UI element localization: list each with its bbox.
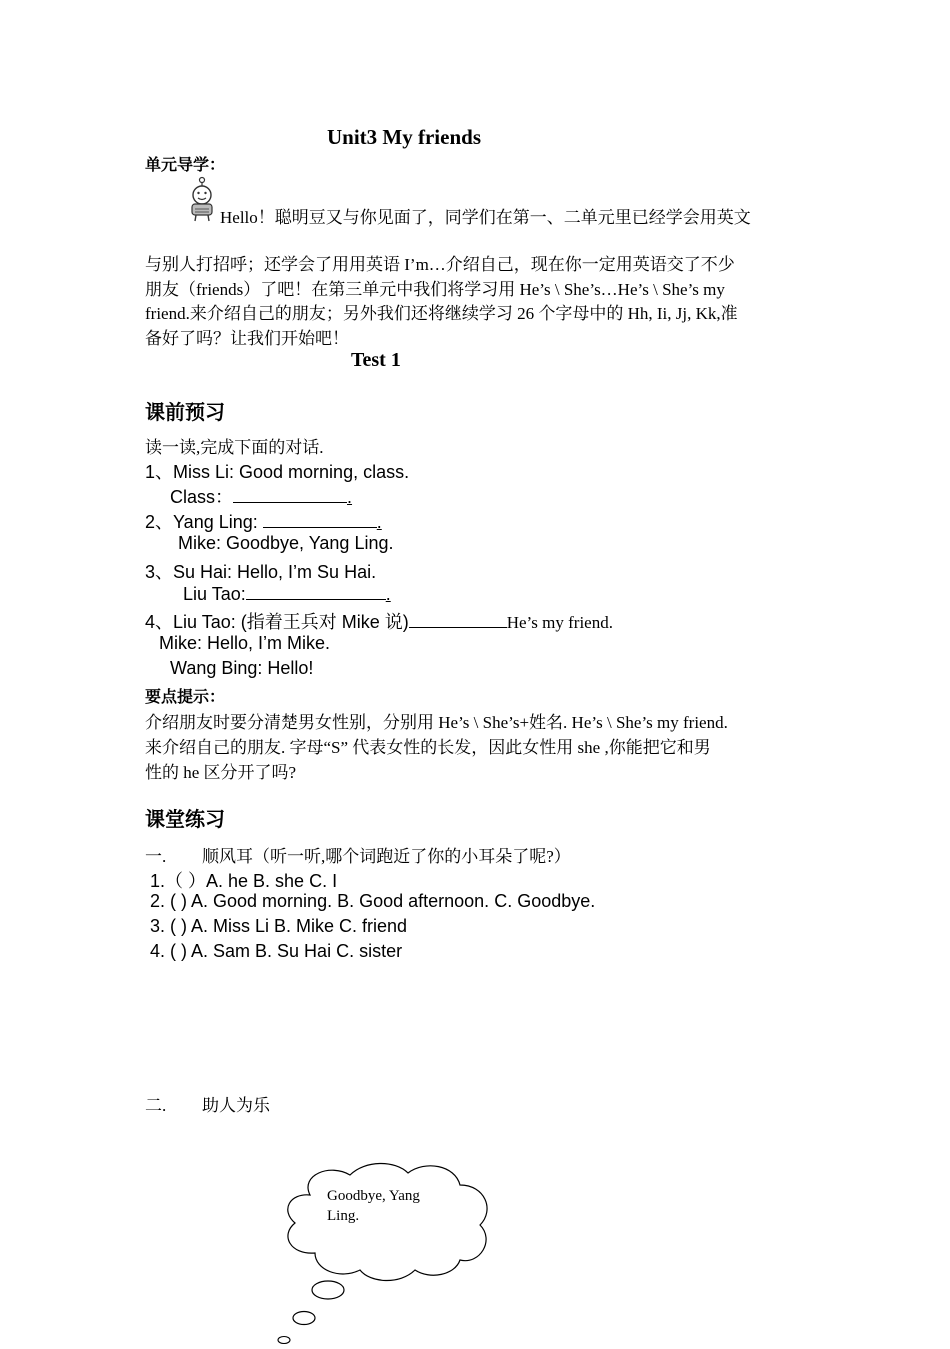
part-1-title: 顺风耳（听一听,哪个词跑近了你的小耳朵了呢?） xyxy=(202,847,571,866)
listening-item-2[interactable]: 2. ( ) A. Good morning. B. Good afternoon. C. Goodbye. xyxy=(150,891,596,911)
thought-bubble xyxy=(270,1155,500,1344)
dialog-2-speaker: 2、Yang Ling: xyxy=(145,512,263,532)
guide-line-3: 朋友（friends）了吧！在第三单元中我们将学习用 He’s \ She’s…He’s \ She’s my xyxy=(145,280,725,299)
dialog-2-line-b: Mike: Goodbye, Yang Ling. xyxy=(178,533,394,553)
tips-line-3: 性的 he 区分开了吗? xyxy=(145,763,297,782)
answer-blank-1[interactable] xyxy=(233,486,347,503)
listening-item-4[interactable]: 4. ( ) A. Sam B. Su Hai C. sister xyxy=(150,941,403,961)
dialog-1-speaker: Class： xyxy=(170,487,234,507)
answer-blank-4[interactable] xyxy=(409,611,507,628)
dialog-2-period: . xyxy=(376,512,382,532)
listening-item-1[interactable]: 1.（ ）A. he B. she C. I xyxy=(150,871,338,891)
bubble-text-line-1: Goodbye, Yang xyxy=(327,1188,420,1204)
guide-line-4: friend.来介绍自己的朋友；另外我们还将继续学习 26 个字母中的 Hh, Ii, Jj, Kk,准 xyxy=(145,304,738,323)
part-1-number: 一. xyxy=(145,847,167,866)
preview-heading: 课前预习 xyxy=(145,400,225,424)
practice-heading: 课堂练习 xyxy=(145,807,225,831)
dialog-1-period: . xyxy=(347,487,353,507)
bubble-text-line-2: Ling. xyxy=(327,1208,360,1224)
mascot-bean-icon xyxy=(187,176,217,222)
tips-line-1: 介绍朋友时要分清楚男女性别，分别用 He’s \ She’s+姓名. He’s \ She’s my friend. xyxy=(145,713,728,732)
dialog-1-line-b xyxy=(170,483,352,509)
answer-blank-3[interactable] xyxy=(246,583,386,600)
guide-label: 单元导学： xyxy=(145,157,226,174)
answer-blank-2[interactable] xyxy=(263,511,377,528)
dialog-1-line-a: 1、Miss Li: Good morning, class. xyxy=(145,462,410,482)
part-2-number: 二. xyxy=(145,1096,167,1115)
tips-label: 要点提示： xyxy=(145,689,226,706)
guide-line-5: 备好了吗？让我们开始吧！ xyxy=(145,329,349,348)
dialog-3-line-a: 3、Su Hai: Hello, I’m Su Hai. xyxy=(145,562,377,582)
dialog-4-line-a xyxy=(145,608,613,634)
dialog-3-period: . xyxy=(385,584,391,604)
listening-item-3[interactable]: 3. ( ) A. Miss Li B. Mike C. friend xyxy=(150,916,408,936)
unit-title: Unit3 My friends xyxy=(327,125,481,149)
dialog-4-line-c: Wang Bing: Hello! xyxy=(170,658,314,678)
tips-line-2: 来介绍自己的朋友. 字母“S” 代表女性的长发，因此女性用 she ,你能把它和男 xyxy=(145,738,711,757)
test-title: Test 1 xyxy=(351,349,401,371)
dialog-4-speaker: 4、Liu Tao: (指着王兵对 Mike 说) xyxy=(145,612,409,632)
dialog-2-line-a xyxy=(145,508,382,534)
guide-line-2: 与别人打招呼；还学会了用用英语 I’m…介绍自己，现在你一定用英语交了不少 xyxy=(145,255,735,274)
dialog-4-answer-tail: He’s my friend. xyxy=(506,613,613,632)
dialog-3-line-b xyxy=(183,583,391,605)
dialog-3-speaker: Liu Tao: xyxy=(183,584,246,604)
dialog-4-line-b: Mike: Hello, I’m Mike. xyxy=(159,633,331,653)
guide-line-1: Hello！聪明豆又与你见面了，同学们在第一、二单元里已经学会用英文 xyxy=(220,208,751,227)
part-2-title: 助人为乐 xyxy=(202,1096,270,1115)
preview-instruction: 读一读,完成下面的对话. xyxy=(145,438,324,457)
